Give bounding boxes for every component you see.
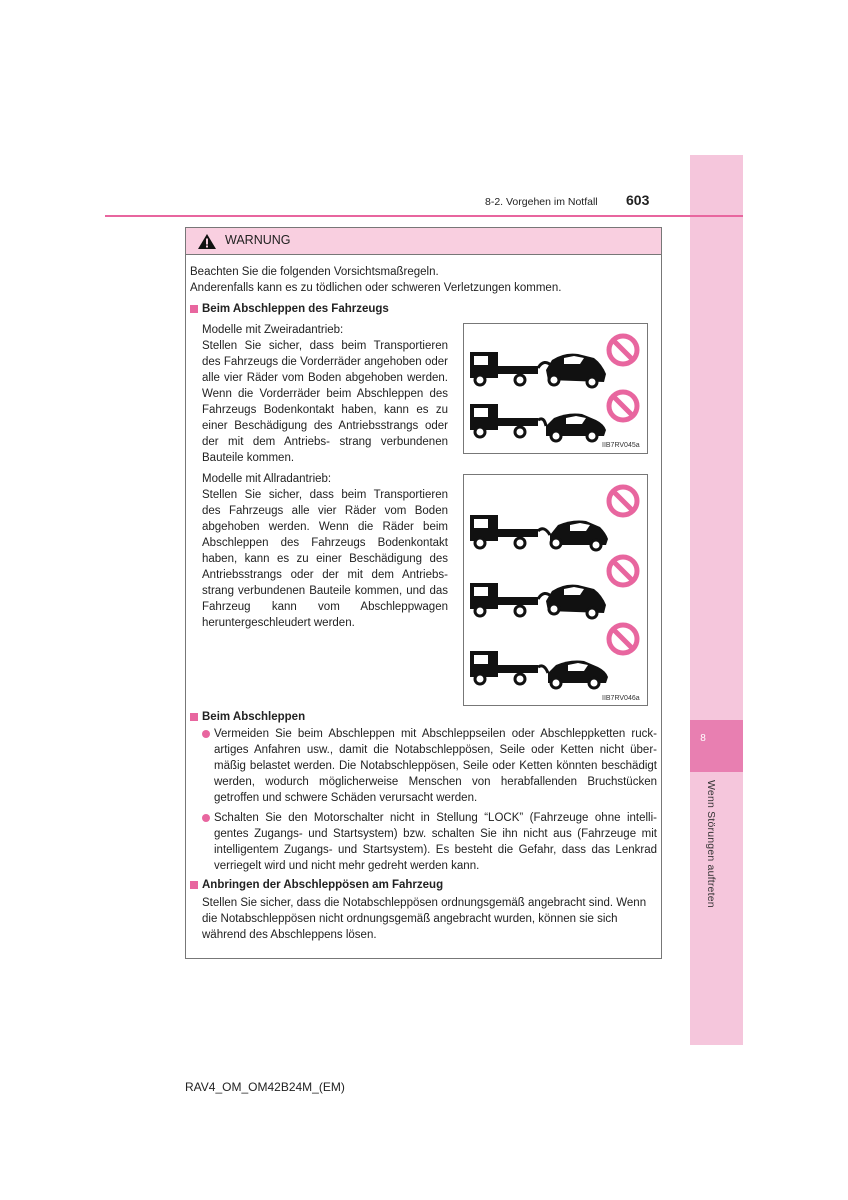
warning-title: WARNUNG: [225, 233, 291, 247]
section3-text: Stellen Sie sicher, dass die Notabschleppösen ordnungsgemäß angebracht sind. Wenn die Notabschleppösen nicht ordnungsgemäß angebracht wurden, können sie sich während des Abschleppens lösen.: [202, 897, 647, 941]
section-marker: [190, 713, 198, 721]
towing-illustration-2wd: [464, 324, 647, 453]
towing-figure-4wd: [463, 474, 648, 706]
towing-illustration-4wd: [464, 475, 647, 705]
two-wd-title: Modelle mit Zweiradantrieb:: [202, 324, 344, 336]
warning-intro-line-2: Anderenfalls kann es zu tödlichen oder schweren Verletzungen kommen.: [190, 282, 562, 294]
four-wd-text: Stellen Sie sicher, dass beim Transportieren des Fahrzeugs alle vier Räder vom Boden abgehoben werden. Wenn die Räder beim Abschleppen des Fahrzeugs Bodenkontakt haben, kann es zu einer Beschädigung des Antriebsstrangs oder der mit dem Antriebs- strang verbundenen Bauteile kommen, und das Fahrzeug kann vom Abschleppwagen heruntergeschleudert werden.: [202, 489, 448, 629]
chapter-side-tab-active[interactable]: [690, 720, 743, 772]
prohibited-icon: [609, 487, 637, 515]
four-wd-title: Modelle mit Allradantrieb:: [202, 473, 332, 485]
prohibited-icon: [609, 557, 637, 585]
warning-triangle-icon: [197, 233, 217, 250]
prohibited-icon: [609, 625, 637, 653]
chapter-label: Wenn Störungen auftreten: [705, 780, 717, 908]
section-marker: [190, 305, 198, 313]
two-wd-text: Stellen Sie sicher, dass beim Transportieren des Fahrzeugs die Vorderräder angehoben oder alle vier Räder vom Boden abgehoben werden. Wenn die Vorderräder beim Abschleppen des Fahrzeugs Bodenkontakt haben, kann es zu einer Beschädigung des Antriebsstrangs oder der mit dem Antriebs- strang verbundenen Bauteile kommen.: [202, 340, 448, 464]
section3-heading: Anbringen der Abschleppösen am Fahrzeug: [202, 879, 444, 891]
prohibited-icon: [609, 392, 637, 420]
header-section-title: 8-2. Vorgehen im Notfall: [485, 196, 598, 208]
header-divider: [105, 215, 743, 217]
figure1-code: IIB7RV045a: [602, 442, 640, 449]
figure2-code: IIB7RV046a: [602, 695, 640, 702]
towing-figure-2wd: [463, 323, 648, 454]
bullet-dot: [202, 814, 210, 822]
section2-bullet-1: Vermeiden Sie beim Abschleppen mit Abschleppseilen oder Abschleppketten ruck- artiges Anfahren usw., damit die Notabschleppösen, Seile oder Ketten nicht über- mäßig belastet werden. Die Notabschleppösen, Seile oder Ketten könnten beschädigt werden, wodurch möglicherweise Menschen von herabfallenden Bruchstücken getroffen und schwere Schäden verursacht werden.: [214, 728, 657, 804]
section-marker: [190, 881, 198, 889]
bullet-dot: [202, 730, 210, 738]
footer-code: RAV4_OM_OM42B24M_(EM): [185, 1080, 345, 1094]
page-number: 603: [626, 192, 650, 208]
section1-heading: Beim Abschleppen des Fahrzeugs: [202, 303, 389, 315]
chapter-number: 8: [700, 733, 706, 744]
warning-intro-line-1: Beachten Sie die folgenden Vorsichtsmaßregeln.: [190, 266, 439, 278]
prohibited-icon: [609, 336, 637, 364]
section2-bullet-2: Schalten Sie den Motorschalter nicht in Stellung “LOCK” (Fahrzeuge ohne intelli- gentes Zugangs- und Startsystem) bzw. schalten Sie ihn nicht aus (Fahrzeuge mit intelligentem Zugangs- und Startsystem). Es besteht die Gefahr, dass das Lenkrad verriegelt wird und nicht mehr gedreht werden kann.: [214, 812, 657, 872]
section2-heading: Beim Abschleppen: [202, 711, 306, 723]
